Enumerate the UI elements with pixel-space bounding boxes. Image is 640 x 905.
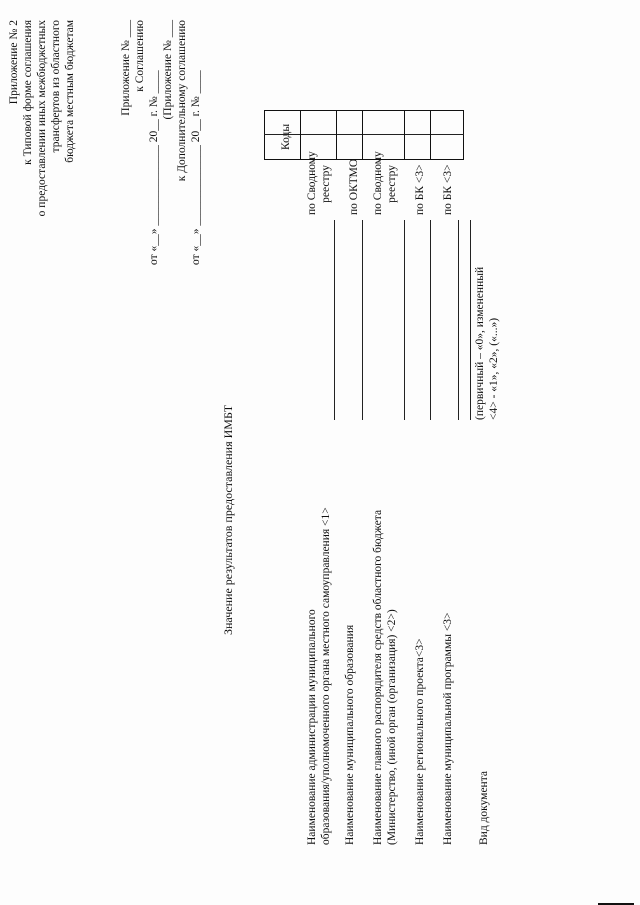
row-3-code-label-2: реестру <box>386 165 398 203</box>
scan-edge-mark <box>598 893 634 905</box>
row-3-label-line-2: (Министерство, (иной орган (организация) <2>) <box>386 609 398 845</box>
row-5-input-line[interactable] <box>458 220 459 420</box>
row-1-label-line-2: образования/уполномоченного органа местного самоуправления <1> <box>320 507 332 845</box>
agreement-ref-line-5: к Дополнительному соглашению <box>176 20 188 182</box>
row-3-input-line[interactable] <box>404 220 405 420</box>
codes-row-sep-1 <box>300 110 301 160</box>
row-3-code-label-1: по Сводному <box>372 151 384 215</box>
row-1-code-label-1: по Сводному <box>306 151 318 215</box>
codes-table <box>264 110 464 160</box>
codes-row-sep-4 <box>404 110 405 160</box>
agreement-ref-line-4: (Приложение № ___ <box>162 20 174 120</box>
row-1-label-line-1: Наименование администрации муниципального <box>306 609 318 845</box>
row-2-label-line-1: Наименование муниципального образования <box>344 624 356 845</box>
row-4-input-line[interactable] <box>430 220 431 420</box>
row-5-label-line-1: Наименование муниципальной программы <3> <box>442 612 454 845</box>
doc-type-note-line-1: (первичный – «0», измененный <box>474 266 486 420</box>
codes-row-sep-2 <box>336 110 337 160</box>
row-3-label-line-1: Наименование главного распорядителя средств областного бюджета <box>372 509 384 845</box>
row-2-input-line[interactable] <box>362 220 363 420</box>
appendix-line-1: Приложение № 2 <box>8 20 20 105</box>
row-4-label-line-1: Наименование регионального проекта<3> <box>414 638 426 845</box>
doc-type-label: Вид документа <box>478 771 490 845</box>
row-1-input-line[interactable] <box>334 220 335 420</box>
appendix-line-2: к Типовой форме соглашения <box>22 20 34 165</box>
appendix-line-4: трансфертов из областного <box>50 20 62 153</box>
form-title: Значение результатов предоставления ИМБТ <box>221 404 235 635</box>
agreement-ref-line-1: Приложение № ___ <box>120 20 132 116</box>
row-2-code-label-1: по ОКТМО <box>348 158 360 215</box>
codes-header: Коды <box>280 123 292 150</box>
row-1-code-label-2: реестру <box>320 165 332 203</box>
appendix-line-5: бюджета местным бюджетам <box>64 20 76 163</box>
row-4-code-label-1: по БК <3> <box>414 164 426 215</box>
row-5-code-label-1: по БК <3> <box>442 164 454 215</box>
appendix-line-3: о предоставлении иных межбюджетных <box>36 20 48 217</box>
codes-row-sep-3 <box>362 110 363 160</box>
agreement-ref-line-3: от «__» ______________ 20__ г. № ____ <box>148 70 160 265</box>
codes-row-sep-5 <box>430 110 431 160</box>
doc-type-note-line-2: <4> - «1», «2», («...») <box>488 317 500 420</box>
agreement-ref-line-6: от «__» ______________ 20__ г. № ____ <box>190 70 202 265</box>
agreement-ref-line-2: к Соглашению <box>134 20 146 92</box>
codes-header-divider <box>264 134 464 135</box>
doc-type-input-line[interactable] <box>470 220 471 420</box>
